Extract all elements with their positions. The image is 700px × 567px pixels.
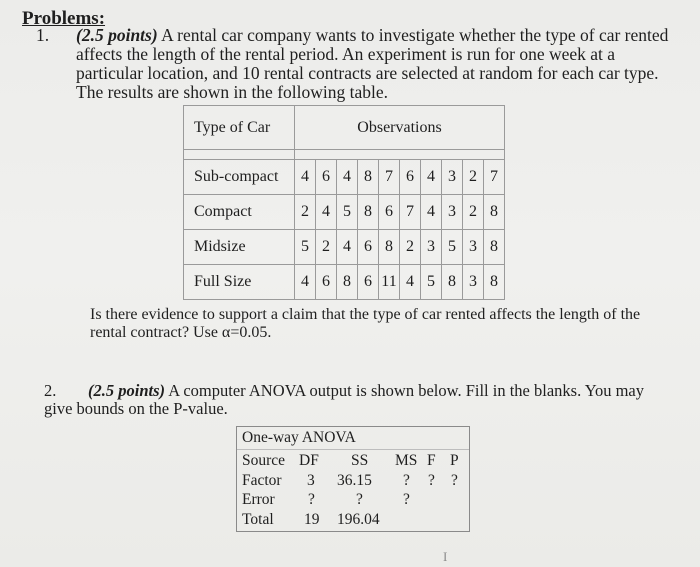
table-row xyxy=(184,160,505,195)
table-cell: 8 xyxy=(358,160,379,195)
table-row xyxy=(184,230,505,265)
anova-header: Source xyxy=(242,452,286,469)
anova-cell: ? xyxy=(451,472,458,489)
row-label: Midsize xyxy=(184,230,295,265)
table-cell: 4 xyxy=(400,265,421,300)
table-cell: 2 xyxy=(400,230,421,265)
header-observations: Observations xyxy=(295,106,505,150)
anova-cell: Factor xyxy=(242,472,282,489)
table-cell: 8 xyxy=(484,230,505,265)
problems-heading: Problems: xyxy=(22,8,106,29)
anova-cell: Total xyxy=(242,511,274,528)
table-cell: 5 xyxy=(337,195,358,230)
anova-cell: ? xyxy=(403,472,410,489)
table-cell: 4 xyxy=(337,160,358,195)
header-type-of-car: Type of Car xyxy=(184,106,295,150)
gap-cell xyxy=(184,150,295,160)
problem-1 xyxy=(36,26,676,102)
table-cell: 6 xyxy=(316,160,337,195)
table-cell: 3 xyxy=(442,195,463,230)
table-cell: 5 xyxy=(295,230,316,265)
anova-cell: 36.15 xyxy=(337,472,372,489)
anova-cell: ? xyxy=(308,491,315,508)
table-cell: 5 xyxy=(421,265,442,300)
table-cell: 6 xyxy=(358,265,379,300)
table-cell: 2 xyxy=(463,160,484,195)
anova-cell: 196.04 xyxy=(337,511,380,528)
anova-header: P xyxy=(450,452,459,469)
table-cell: 4 xyxy=(337,230,358,265)
table-row xyxy=(184,265,505,300)
row-label: Compact xyxy=(184,195,295,230)
problem-2-line-1 xyxy=(88,382,684,400)
anova-row xyxy=(242,491,466,509)
anova-row xyxy=(242,511,466,529)
table-cell: 8 xyxy=(442,265,463,300)
gap-cell xyxy=(295,150,505,160)
table-cell: 4 xyxy=(421,195,442,230)
table-cell: 2 xyxy=(316,230,337,265)
anova-cell: 19 xyxy=(304,511,320,528)
table-cell: 8 xyxy=(484,265,505,300)
table-cell: 4 xyxy=(421,160,442,195)
table-cell: 8 xyxy=(337,265,358,300)
table-cell: 4 xyxy=(295,265,316,300)
anova-cell: ? xyxy=(356,491,363,508)
problem-1-points: (2.5 points) xyxy=(76,25,158,45)
anova-header: DF xyxy=(299,452,319,469)
table-cell: 6 xyxy=(400,160,421,195)
problem-2-line-2: give bounds on the P-value. xyxy=(44,399,228,418)
table-cell: 3 xyxy=(463,265,484,300)
row-label: Full Size xyxy=(184,265,295,300)
anova-row xyxy=(242,472,466,490)
table-gap-row xyxy=(184,150,505,160)
anova-header: SS xyxy=(351,452,369,469)
anova-cell: ? xyxy=(403,491,410,508)
table-cell: 6 xyxy=(379,195,400,230)
anova-cell: 3 xyxy=(307,472,315,489)
table-cell: 2 xyxy=(295,195,316,230)
row-label: Sub-compact xyxy=(184,160,295,195)
anova-header-row xyxy=(242,452,466,470)
anova-divider xyxy=(237,449,469,450)
table-row xyxy=(184,195,505,230)
table-cell: 3 xyxy=(421,230,442,265)
text-cursor-icon: I xyxy=(443,549,448,564)
table-cell: 7 xyxy=(379,160,400,195)
table-cell: 8 xyxy=(358,195,379,230)
problem-2-body: A computer ANOVA output is shown below. Fill in the blanks. You may xyxy=(165,381,644,400)
table-cell: 4 xyxy=(316,195,337,230)
problem-1-text xyxy=(76,26,676,102)
table-header-row xyxy=(184,106,505,150)
table-cell: 11 xyxy=(379,265,400,300)
anova-output-box xyxy=(236,426,470,532)
problem-2 xyxy=(44,382,684,418)
anova-title: One-way ANOVA xyxy=(242,429,356,446)
anova-cell: Error xyxy=(242,491,275,508)
anova-header: F xyxy=(427,452,436,469)
table-cell: 7 xyxy=(484,160,505,195)
table-cell: 3 xyxy=(442,160,463,195)
car-rental-table xyxy=(183,105,505,300)
table-cell: 4 xyxy=(295,160,316,195)
anova-header: MS xyxy=(395,452,418,469)
table-cell: 6 xyxy=(358,230,379,265)
table-cell: 2 xyxy=(463,195,484,230)
table-cell: 7 xyxy=(400,195,421,230)
table-cell: 3 xyxy=(463,230,484,265)
problem-2-points: (2.5 points) xyxy=(88,381,166,400)
table-cell: 8 xyxy=(484,195,505,230)
table-cell: 6 xyxy=(316,265,337,300)
problem-1-question: Is there evidence to support a claim that the type of car rented affects the length of the rental contract? Use α=0.05. xyxy=(90,306,641,341)
anova-cell: ? xyxy=(428,472,435,489)
table-cell: 8 xyxy=(379,230,400,265)
problem-2-number: 2. xyxy=(44,381,57,400)
table-cell: 5 xyxy=(442,230,463,265)
problem-1-body: A rental car company wants to investigate whether the type of car rented affects the length of the rental period. An experiment is run for one week at a particular location, and 10 rental contracts are selected at random for each car type. The results are shown in the following table. xyxy=(76,25,669,102)
problem-1-number: 1. xyxy=(36,25,50,45)
